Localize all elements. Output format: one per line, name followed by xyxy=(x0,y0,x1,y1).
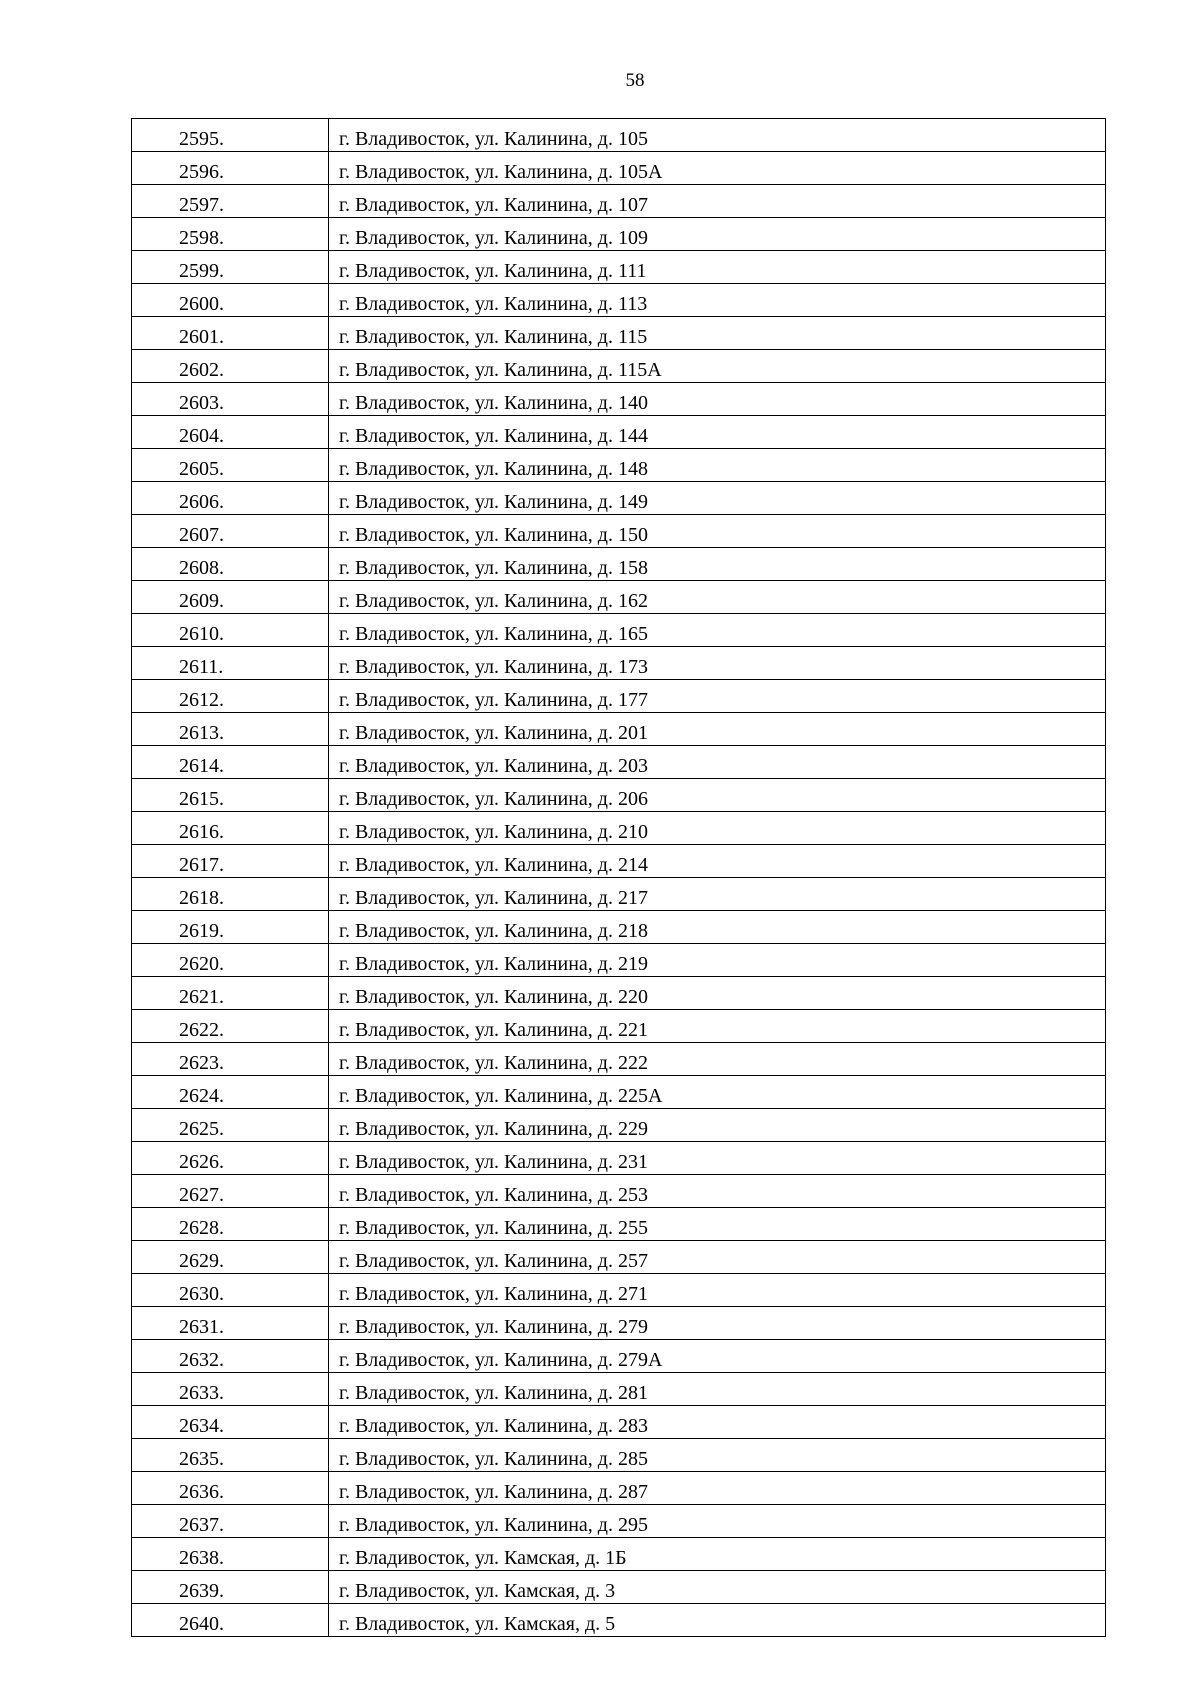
row-number-cell: 2632. xyxy=(132,1340,329,1373)
row-number-cell: 2600. xyxy=(132,284,329,317)
table-row xyxy=(132,284,1106,317)
row-number-cell: 2604. xyxy=(132,416,329,449)
address-cell: г. Владивосток, ул. Калинина, д. 222 xyxy=(329,1043,1106,1076)
address-cell: г. Владивосток, ул. Калинина, д. 165 xyxy=(329,614,1106,647)
row-number-cell: 2614. xyxy=(132,746,329,779)
table-row xyxy=(132,1538,1106,1571)
page-number: 58 xyxy=(625,70,645,91)
row-number-cell: 2606. xyxy=(132,482,329,515)
table-row xyxy=(132,812,1106,845)
row-number-cell: 2607. xyxy=(132,515,329,548)
address-table-body xyxy=(132,119,1106,1637)
row-number-cell: 2603. xyxy=(132,383,329,416)
table-row xyxy=(132,779,1106,812)
table-row xyxy=(132,1043,1106,1076)
address-cell: г. Владивосток, ул. Калинина, д. 220 xyxy=(329,977,1106,1010)
table-row xyxy=(132,581,1106,614)
address-cell: г. Владивосток, ул. Калинина, д. 253 xyxy=(329,1175,1106,1208)
address-cell: г. Владивосток, ул. Калинина, д. 219 xyxy=(329,944,1106,977)
row-number-cell: 2640. xyxy=(132,1604,329,1637)
address-cell: г. Владивосток, ул. Калинина, д. 201 xyxy=(329,713,1106,746)
row-number-cell: 2602. xyxy=(132,350,329,383)
address-cell: г. Владивосток, ул. Камская, д. 5 xyxy=(329,1604,1106,1637)
table-row xyxy=(132,449,1106,482)
row-number-cell: 2626. xyxy=(132,1142,329,1175)
address-cell: г. Владивосток, ул. Калинина, д. 158 xyxy=(329,548,1106,581)
address-cell: г. Владивосток, ул. Калинина, д. 150 xyxy=(329,515,1106,548)
row-number-cell: 2631. xyxy=(132,1307,329,1340)
row-number-cell: 2609. xyxy=(132,581,329,614)
address-cell: г. Владивосток, ул. Калинина, д. 271 xyxy=(329,1274,1106,1307)
row-number-cell: 2630. xyxy=(132,1274,329,1307)
address-cell: г. Владивосток, ул. Калинина, д. 149 xyxy=(329,482,1106,515)
address-cell: г. Владивосток, ул. Калинина, д. 105А xyxy=(329,152,1106,185)
row-number-cell: 2629. xyxy=(132,1241,329,1274)
table-row xyxy=(132,1472,1106,1505)
table-row xyxy=(132,548,1106,581)
row-number-cell: 2598. xyxy=(132,218,329,251)
table-row xyxy=(132,1076,1106,1109)
address-cell: г. Владивосток, ул. Калинина, д. 229 xyxy=(329,1109,1106,1142)
address-cell: г. Владивосток, ул. Калинина, д. 210 xyxy=(329,812,1106,845)
address-cell: г. Владивосток, ул. Камская, д. 1Б xyxy=(329,1538,1106,1571)
address-cell: г. Владивосток, ул. Калинина, д. 281 xyxy=(329,1373,1106,1406)
address-cell: г. Владивосток, ул. Калинина, д. 225А xyxy=(329,1076,1106,1109)
row-number-cell: 2627. xyxy=(132,1175,329,1208)
table-row xyxy=(132,845,1106,878)
address-cell: г. Владивосток, ул. Калинина, д. 148 xyxy=(329,449,1106,482)
row-number-cell: 2623. xyxy=(132,1043,329,1076)
address-cell: г. Владивосток, ул. Калинина, д. 295 xyxy=(329,1505,1106,1538)
address-cell: г. Владивосток, ул. Калинина, д. 177 xyxy=(329,680,1106,713)
address-cell: г. Владивосток, ул. Калинина, д. 217 xyxy=(329,878,1106,911)
table-row xyxy=(132,251,1106,284)
address-cell: г. Владивосток, ул. Калинина, д. 287 xyxy=(329,1472,1106,1505)
address-cell: г. Владивосток, ул. Калинина, д. 173 xyxy=(329,647,1106,680)
table-row xyxy=(132,911,1106,944)
row-number-cell: 2610. xyxy=(132,614,329,647)
address-cell: г. Владивосток, ул. Калинина, д. 111 xyxy=(329,251,1106,284)
table-row xyxy=(132,878,1106,911)
table-row xyxy=(132,713,1106,746)
address-cell: г. Владивосток, ул. Калинина, д. 285 xyxy=(329,1439,1106,1472)
address-cell: г. Владивосток, ул. Калинина, д. 113 xyxy=(329,284,1106,317)
row-number-cell: 2612. xyxy=(132,680,329,713)
table-row xyxy=(132,614,1106,647)
row-number-cell: 2634. xyxy=(132,1406,329,1439)
row-number-cell: 2597. xyxy=(132,185,329,218)
table-row xyxy=(132,680,1106,713)
address-table xyxy=(131,118,1106,1637)
table-row xyxy=(132,1208,1106,1241)
table-row xyxy=(132,1406,1106,1439)
row-number-cell: 2624. xyxy=(132,1076,329,1109)
row-number-cell: 2637. xyxy=(132,1505,329,1538)
row-number-cell: 2596. xyxy=(132,152,329,185)
table-row xyxy=(132,1571,1106,1604)
address-cell: г. Владивосток, ул. Калинина, д. 107 xyxy=(329,185,1106,218)
table-row xyxy=(132,1010,1106,1043)
row-number-cell: 2633. xyxy=(132,1373,329,1406)
address-cell: г. Владивосток, ул. Калинина, д. 279 xyxy=(329,1307,1106,1340)
row-number-cell: 2635. xyxy=(132,1439,329,1472)
table-row xyxy=(132,383,1106,416)
address-cell: г. Владивосток, ул. Калинина, д. 255 xyxy=(329,1208,1106,1241)
row-number-cell: 2638. xyxy=(132,1538,329,1571)
address-cell: г. Владивосток, ул. Калинина, д. 115 xyxy=(329,317,1106,350)
address-cell: г. Владивосток, ул. Калинина, д. 203 xyxy=(329,746,1106,779)
table-row xyxy=(132,1142,1106,1175)
address-cell: г. Владивосток, ул. Калинина, д. 221 xyxy=(329,1010,1106,1043)
table-row xyxy=(132,746,1106,779)
address-cell: г. Владивосток, ул. Калинина, д. 279А xyxy=(329,1340,1106,1373)
table-row xyxy=(132,1241,1106,1274)
address-cell: г. Владивосток, ул. Калинина, д. 162 xyxy=(329,581,1106,614)
address-cell: г. Владивосток, ул. Калинина, д. 144 xyxy=(329,416,1106,449)
address-cell: г. Владивосток, ул. Калинина, д. 231 xyxy=(329,1142,1106,1175)
table-row xyxy=(132,1439,1106,1472)
table-row xyxy=(132,119,1106,152)
address-cell: г. Владивосток, ул. Камская, д. 3 xyxy=(329,1571,1106,1604)
table-row xyxy=(132,185,1106,218)
row-number-cell: 2613. xyxy=(132,713,329,746)
row-number-cell: 2616. xyxy=(132,812,329,845)
table-row xyxy=(132,152,1106,185)
row-number-cell: 2625. xyxy=(132,1109,329,1142)
table-row xyxy=(132,1274,1106,1307)
table-row xyxy=(132,350,1106,383)
table-row xyxy=(132,944,1106,977)
row-number-cell: 2618. xyxy=(132,878,329,911)
row-number-cell: 2608. xyxy=(132,548,329,581)
table-row xyxy=(132,1175,1106,1208)
row-number-cell: 2605. xyxy=(132,449,329,482)
row-number-cell: 2601. xyxy=(132,317,329,350)
address-cell: г. Владивосток, ул. Калинина, д. 109 xyxy=(329,218,1106,251)
row-number-cell: 2622. xyxy=(132,1010,329,1043)
table-row xyxy=(132,317,1106,350)
table-row xyxy=(132,977,1106,1010)
row-number-cell: 2639. xyxy=(132,1571,329,1604)
table-row xyxy=(132,218,1106,251)
address-cell: г. Владивосток, ул. Калинина, д. 257 xyxy=(329,1241,1106,1274)
address-cell: г. Владивосток, ул. Калинина, д. 218 xyxy=(329,911,1106,944)
row-number-cell: 2617. xyxy=(132,845,329,878)
row-number-cell: 2621. xyxy=(132,977,329,1010)
row-number-cell: 2599. xyxy=(132,251,329,284)
table-row xyxy=(132,1604,1106,1637)
address-cell: г. Владивосток, ул. Калинина, д. 214 xyxy=(329,845,1106,878)
row-number-cell: 2595. xyxy=(132,119,329,152)
address-cell: г. Владивосток, ул. Калинина, д. 283 xyxy=(329,1406,1106,1439)
row-number-cell: 2620. xyxy=(132,944,329,977)
address-cell: г. Владивосток, ул. Калинина, д. 115А xyxy=(329,350,1106,383)
row-number-cell: 2615. xyxy=(132,779,329,812)
address-cell: г. Владивосток, ул. Калинина, д. 206 xyxy=(329,779,1106,812)
address-cell: г. Владивосток, ул. Калинина, д. 105 xyxy=(329,119,1106,152)
table-row xyxy=(132,416,1106,449)
row-number-cell: 2611. xyxy=(132,647,329,680)
table-row xyxy=(132,1505,1106,1538)
row-number-cell: 2628. xyxy=(132,1208,329,1241)
table-row xyxy=(132,482,1106,515)
address-cell: г. Владивосток, ул. Калинина, д. 140 xyxy=(329,383,1106,416)
table-row xyxy=(132,1109,1106,1142)
table-row xyxy=(132,1373,1106,1406)
table-row xyxy=(132,515,1106,548)
table-row xyxy=(132,1307,1106,1340)
row-number-cell: 2636. xyxy=(132,1472,329,1505)
row-number-cell: 2619. xyxy=(132,911,329,944)
table-row xyxy=(132,1340,1106,1373)
table-row xyxy=(132,647,1106,680)
